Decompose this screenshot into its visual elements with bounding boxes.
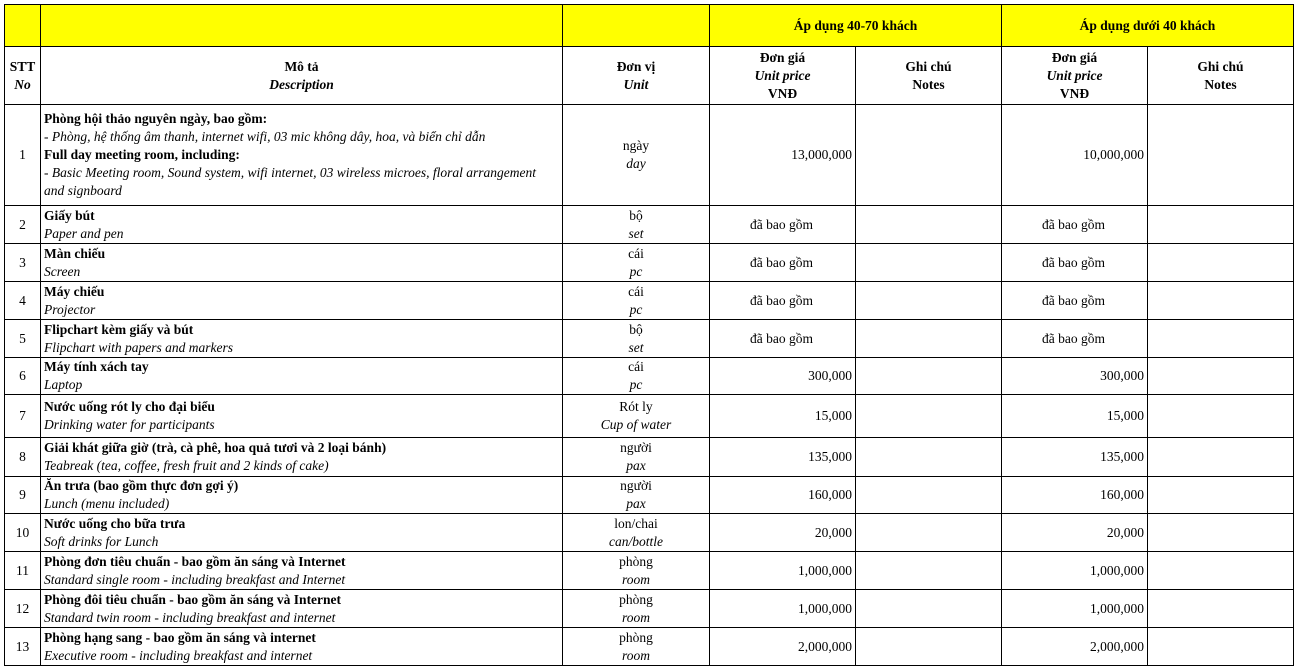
row-number: 11 [5, 552, 41, 590]
price-40-70: đã bao gồm [710, 320, 856, 358]
item-title-en: Standard single room - including breakfast and Internet [44, 571, 346, 587]
price-40-70: 1,000,000 [710, 552, 856, 590]
price-40-70: 2,000,000 [710, 628, 856, 666]
header-notes-1 [856, 47, 1002, 105]
item-title-vi: Máy chiếu [44, 283, 105, 299]
price-40-70: 1,000,000 [710, 590, 856, 628]
notes-under-40 [1148, 552, 1294, 590]
notes-40-70 [856, 206, 1002, 244]
header-desc-vi: Mô tả [284, 58, 319, 74]
price-under-40: 300,000 [1002, 358, 1148, 395]
item-unit [563, 105, 710, 206]
price-40-70: đã bao gồm [710, 244, 856, 282]
price-under-40: 15,000 [1002, 395, 1148, 438]
item-unit [563, 244, 710, 282]
item-unit [563, 514, 710, 552]
notes-40-70 [856, 590, 1002, 628]
table-row [5, 105, 1294, 206]
notes-40-70 [856, 438, 1002, 477]
item-unit [563, 552, 710, 590]
table-row [5, 395, 1294, 438]
item-title-en: Lunch (menu included) [44, 496, 170, 511]
item-description [41, 244, 563, 282]
notes-under-40 [1148, 244, 1294, 282]
item-unit [563, 628, 710, 666]
unit-vi: người [620, 478, 652, 493]
unit-en: can/bottle [609, 533, 663, 549]
notes-40-70 [856, 514, 1002, 552]
table-row [5, 514, 1294, 552]
unit-vi: phòng [619, 629, 653, 645]
notes-under-40 [1148, 282, 1294, 320]
header-currency: VNĐ [767, 85, 798, 101]
item-description [41, 438, 563, 477]
item-unit [563, 438, 710, 477]
table-row [5, 206, 1294, 244]
notes-40-70 [856, 395, 1002, 438]
unit-vi: bộ [629, 321, 643, 337]
header-stt [5, 47, 41, 105]
item-description [41, 590, 563, 628]
item-detail-en: - Basic Meeting room, Sound system, wifi internet, 03 wireless microes, floral arrangement and signboard [44, 165, 536, 198]
group-header-row [5, 5, 1294, 47]
item-title-vi: Phòng đôi tiêu chuẩn - bao gồm ăn sáng và Internet [44, 591, 342, 607]
header-price-2 [1002, 47, 1148, 105]
notes-under-40 [1148, 590, 1294, 628]
item-unit [563, 477, 710, 514]
notes-40-70 [856, 105, 1002, 206]
item-title-vi: Phòng hạng sang - bao gồm ăn sáng và internet [44, 629, 316, 645]
row-number: 7 [5, 395, 41, 438]
item-title-en: Flipchart with papers and markers [44, 339, 233, 355]
header-cell [5, 5, 41, 47]
item-title-en: Full day meeting room, including: [44, 147, 240, 162]
item-title-en: Paper and pen [44, 225, 124, 241]
header-notes-2 [1148, 47, 1294, 105]
row-number: 10 [5, 514, 41, 552]
row-number: 1 [5, 105, 41, 206]
item-title-en: Executive room - including breakfast and internet [44, 647, 313, 663]
header-stt-vi: STT [9, 58, 36, 74]
header-unit-en: Unit [623, 76, 649, 92]
price-40-70: 160,000 [710, 477, 856, 514]
header-desc-en: Description [269, 76, 334, 92]
item-title-en: Drinking water for participants [44, 417, 215, 432]
row-number: 8 [5, 438, 41, 477]
table-row [5, 590, 1294, 628]
unit-vi: ngày [622, 138, 650, 153]
item-unit [563, 282, 710, 320]
notes-under-40 [1148, 320, 1294, 358]
table-row [5, 438, 1294, 477]
table-row [5, 244, 1294, 282]
unit-vi: người [620, 440, 652, 455]
item-description [41, 477, 563, 514]
item-description [41, 395, 563, 438]
table-row [5, 628, 1294, 666]
unit-vi: Rót ly [619, 399, 653, 414]
item-unit [563, 395, 710, 438]
price-40-70: 135,000 [710, 438, 856, 477]
item-description [41, 628, 563, 666]
item-description [41, 105, 563, 206]
item-title-vi: Màn chiếu [44, 245, 106, 261]
item-detail-vi: - Phòng, hệ thống âm thanh, internet wifi, 03 mic không dây, hoa, và biển chỉ dẫn [44, 129, 486, 144]
item-title-vi: Nước uống rót ly cho đại biểu [44, 399, 215, 414]
notes-under-40 [1148, 477, 1294, 514]
price-under-40: 160,000 [1002, 477, 1148, 514]
header-notes-vi: Ghi chú [1197, 58, 1244, 74]
header-unit-vi: Đơn vị [616, 58, 656, 74]
header-notes-vi: Ghi chú [905, 58, 952, 74]
unit-vi: cái [628, 283, 644, 299]
price-under-40: đã bao gồm [1002, 206, 1148, 244]
unit-en: pax [626, 458, 646, 473]
table-row [5, 358, 1294, 395]
item-title-vi: Flipchart kèm giấy và bút [44, 321, 194, 337]
header-price-vi: Đơn giá [759, 49, 806, 65]
unit-vi: lon/chai [614, 515, 658, 531]
group-header-40-70: Áp dụng 40-70 khách [710, 5, 1002, 47]
header-price-en: Unit price [754, 67, 811, 83]
item-title-en: Soft drinks for Lunch [44, 533, 159, 549]
notes-40-70 [856, 320, 1002, 358]
header-notes-en: Notes [1204, 76, 1237, 92]
unit-vi: bộ [629, 207, 643, 223]
price-under-40: 20,000 [1002, 514, 1148, 552]
item-description [41, 282, 563, 320]
item-title-en: Screen [44, 263, 81, 279]
item-title-en: Teabreak (tea, coffee, fresh fruit and 2 kinds of cake) [44, 458, 329, 473]
unit-en: set [628, 339, 644, 355]
group-header-under-40: Áp dụng dưới 40 khách [1002, 5, 1294, 47]
unit-en: room [621, 609, 650, 625]
price-40-70: đã bao gồm [710, 206, 856, 244]
item-description [41, 206, 563, 244]
unit-vi: phòng [619, 591, 653, 607]
row-number: 5 [5, 320, 41, 358]
price-table [4, 4, 1294, 666]
item-description [41, 552, 563, 590]
table-row [5, 282, 1294, 320]
header-unit [563, 47, 710, 105]
table-row [5, 320, 1294, 358]
price-under-40: 1,000,000 [1002, 552, 1148, 590]
row-number: 4 [5, 282, 41, 320]
header-cell [563, 5, 710, 47]
unit-en: pax [626, 496, 646, 511]
unit-vi: cái [628, 245, 644, 261]
price-40-70: 15,000 [710, 395, 856, 438]
price-under-40: 10,000,000 [1002, 105, 1148, 206]
header-price-1 [710, 47, 856, 105]
item-title-vi: Giấy bút [44, 207, 95, 223]
notes-40-70 [856, 552, 1002, 590]
item-title-vi: Máy tính xách tay [44, 359, 149, 374]
item-unit [563, 590, 710, 628]
notes-under-40 [1148, 358, 1294, 395]
row-number: 3 [5, 244, 41, 282]
item-unit [563, 320, 710, 358]
price-under-40: 1,000,000 [1002, 590, 1148, 628]
item-title-vi: Ăn trưa (bao gồm thực đơn gợi ý) [44, 478, 239, 493]
row-number: 13 [5, 628, 41, 666]
notes-under-40 [1148, 206, 1294, 244]
notes-40-70 [856, 244, 1002, 282]
price-40-70: 300,000 [710, 358, 856, 395]
item-title-vi: Phòng hội thảo nguyên ngày, bao gồm: [44, 111, 268, 126]
notes-40-70 [856, 477, 1002, 514]
unit-en: pc [629, 377, 643, 392]
price-under-40: đã bao gồm [1002, 244, 1148, 282]
row-number: 12 [5, 590, 41, 628]
column-header-row [5, 47, 1294, 105]
notes-40-70 [856, 282, 1002, 320]
header-notes-en: Notes [912, 76, 945, 92]
table-row [5, 552, 1294, 590]
item-title-vi: Nước uống cho bữa trưa [44, 515, 186, 531]
price-40-70: đã bao gồm [710, 282, 856, 320]
price-under-40: đã bao gồm [1002, 320, 1148, 358]
unit-en: set [628, 225, 644, 241]
header-description [41, 47, 563, 105]
price-40-70: 20,000 [710, 514, 856, 552]
unit-en: Cup of water [600, 417, 672, 432]
item-title-en: Projector [44, 301, 96, 317]
unit-vi: cái [628, 359, 644, 374]
price-under-40: 2,000,000 [1002, 628, 1148, 666]
header-price-en: Unit price [1046, 67, 1103, 83]
notes-40-70 [856, 628, 1002, 666]
item-description [41, 358, 563, 395]
unit-en: pc [629, 301, 643, 317]
unit-en: day [626, 156, 646, 171]
price-under-40: 135,000 [1002, 438, 1148, 477]
row-number: 6 [5, 358, 41, 395]
item-title-vi: Giải khát giữa giờ (trà, cà phê, hoa quả tươi và 2 loại bánh) [44, 440, 387, 455]
unit-en: pc [629, 263, 643, 279]
unit-vi: phòng [619, 553, 653, 569]
item-title-en: Laptop [44, 377, 83, 392]
unit-en: room [621, 647, 650, 663]
header-cell [41, 5, 563, 47]
item-title-vi: Phòng đơn tiêu chuẩn - bao gồm ăn sáng và Internet [44, 553, 346, 569]
price-under-40: đã bao gồm [1002, 282, 1148, 320]
notes-under-40 [1148, 438, 1294, 477]
notes-under-40 [1148, 628, 1294, 666]
row-number: 9 [5, 477, 41, 514]
header-price-vi: Đơn giá [1051, 49, 1098, 65]
header-currency: VNĐ [1059, 85, 1090, 101]
unit-en: room [621, 571, 650, 587]
table-row [5, 477, 1294, 514]
notes-under-40 [1148, 105, 1294, 206]
item-description [41, 320, 563, 358]
header-stt-en: No [14, 76, 31, 92]
notes-under-40 [1148, 395, 1294, 438]
notes-40-70 [856, 358, 1002, 395]
item-description [41, 514, 563, 552]
price-40-70: 13,000,000 [710, 105, 856, 206]
row-number: 2 [5, 206, 41, 244]
item-title-en: Standard twin room - including breakfast and internet [44, 609, 336, 625]
item-unit [563, 358, 710, 395]
item-unit [563, 206, 710, 244]
notes-under-40 [1148, 514, 1294, 552]
